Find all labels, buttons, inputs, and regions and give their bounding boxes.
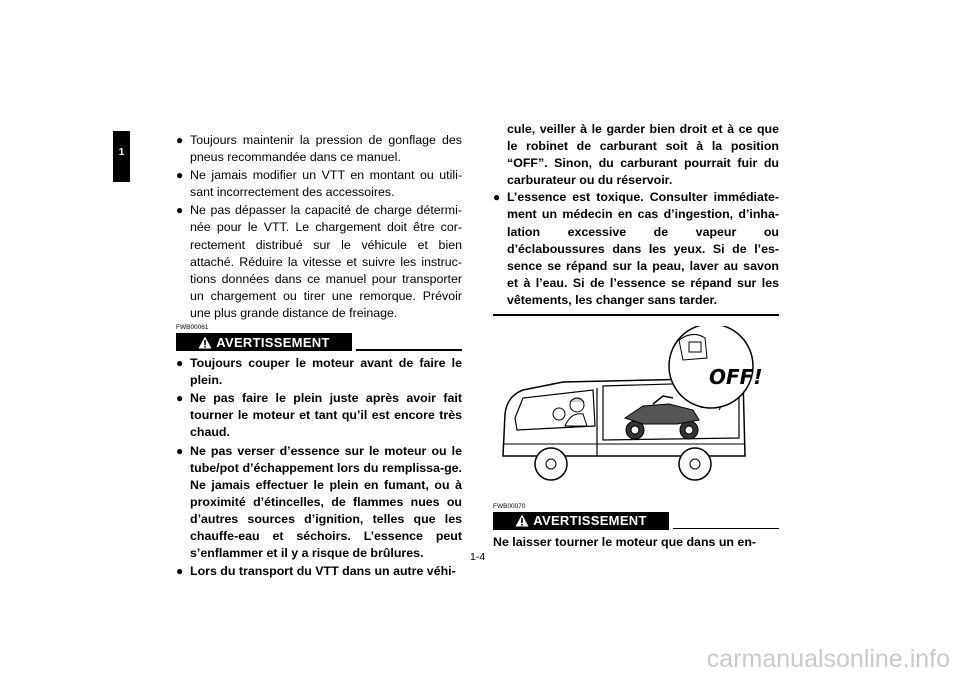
warning-code: FWB00061 [176, 324, 209, 332]
warning-code: FWB00070 [493, 502, 526, 510]
bullet-icon: ● [176, 203, 184, 218]
chapter-tab: 1 [113, 131, 130, 182]
warning-item: ● Toujours couper le moteur avant de faire le plein. [176, 356, 462, 388]
bullet-icon: ● [176, 443, 184, 458]
right-column [493, 121, 779, 551]
warning-item: ● L’essence est toxique. Consulter immédiate-ment un médecin en cas d’ingestion, d’inha-lation excessive de vapeur ou d’éclaboussures dans les yeux. Si de l’es-sence se répand sur la peau, laver au savon et à l’eau. Si de l’essence se répand sur les vêtements, les changer sans tarder. [493, 190, 779, 307]
bullet-icon: ● [176, 391, 184, 406]
left-column [176, 132, 462, 581]
fuel-cock-off-label: OFF! [709, 364, 763, 389]
warning-item: ● Ne pas faire le plein juste après avoir fait tourner le moteur et tant qu’il est encore très chaud. [176, 391, 462, 440]
list-item: ● Toujours maintenir la pression de gonflage des pneus recommandée dans ce manuel. [176, 133, 462, 165]
warning-triangle-icon [515, 514, 529, 527]
page-number: 1-4 [470, 551, 486, 563]
list-item: ● Ne pas dépasser la capacité de charge détermi-née pour le VTT. Le chargement doit être cor-rectement distribué sur le véhicule et bien attaché. Réduire la vitesse et suivre les instruc-tions données dans ce manuel pour transporter un chargement ou tirer une remorque. Prévoir une plus grande distance de freinage. [176, 203, 462, 320]
divider [673, 528, 779, 530]
warning-header [493, 512, 779, 532]
watermark: carmanualsonline.info [706, 645, 950, 673]
divider [493, 314, 779, 316]
list-item: ● Ne jamais modifier un VTT en montant ou utili-sant incorrectement des accessoires. [176, 168, 462, 200]
continued-text: cule, veiller à le garder bien droit et à ce que le robinet de carburant soit à la position “OFF”. Sinon, du carburant pourrait fuir du carburateur ou du réservoir. [507, 122, 779, 188]
divider [356, 349, 462, 351]
bullet-icon: ● [176, 564, 184, 579]
bullet-icon: ● [493, 190, 501, 205]
warning-header [176, 333, 462, 353]
warning-item: ● Lors du transport du VTT dans un autre véhi- [176, 563, 462, 580]
bullet-icon: ● [176, 133, 184, 147]
warning-label: AVERTISSEMENT [533, 513, 647, 529]
bullet-icon: ● [176, 168, 184, 183]
bullet-icon: ● [176, 356, 184, 371]
warning-triangle-icon [198, 336, 212, 349]
warning-label: AVERTISSEMENT [216, 334, 330, 350]
warning-text: Ne laisser tourner le moteur que dans un en- [493, 534, 757, 549]
van-transport-illustration [493, 326, 779, 496]
warning-item: ● Ne pas verser d’essence sur le moteur ou le tube/pot d’échappement lors du remplissa-ge. Ne jamais effectuer le plein en fumant, ou à proximité d’étincelles, de flammes nues ou d’autres sources d’ignition, telles que les chauffe-eau et séchoirs. L’essence peut s’enflammer et il y a risque de brûlures. [176, 443, 462, 561]
